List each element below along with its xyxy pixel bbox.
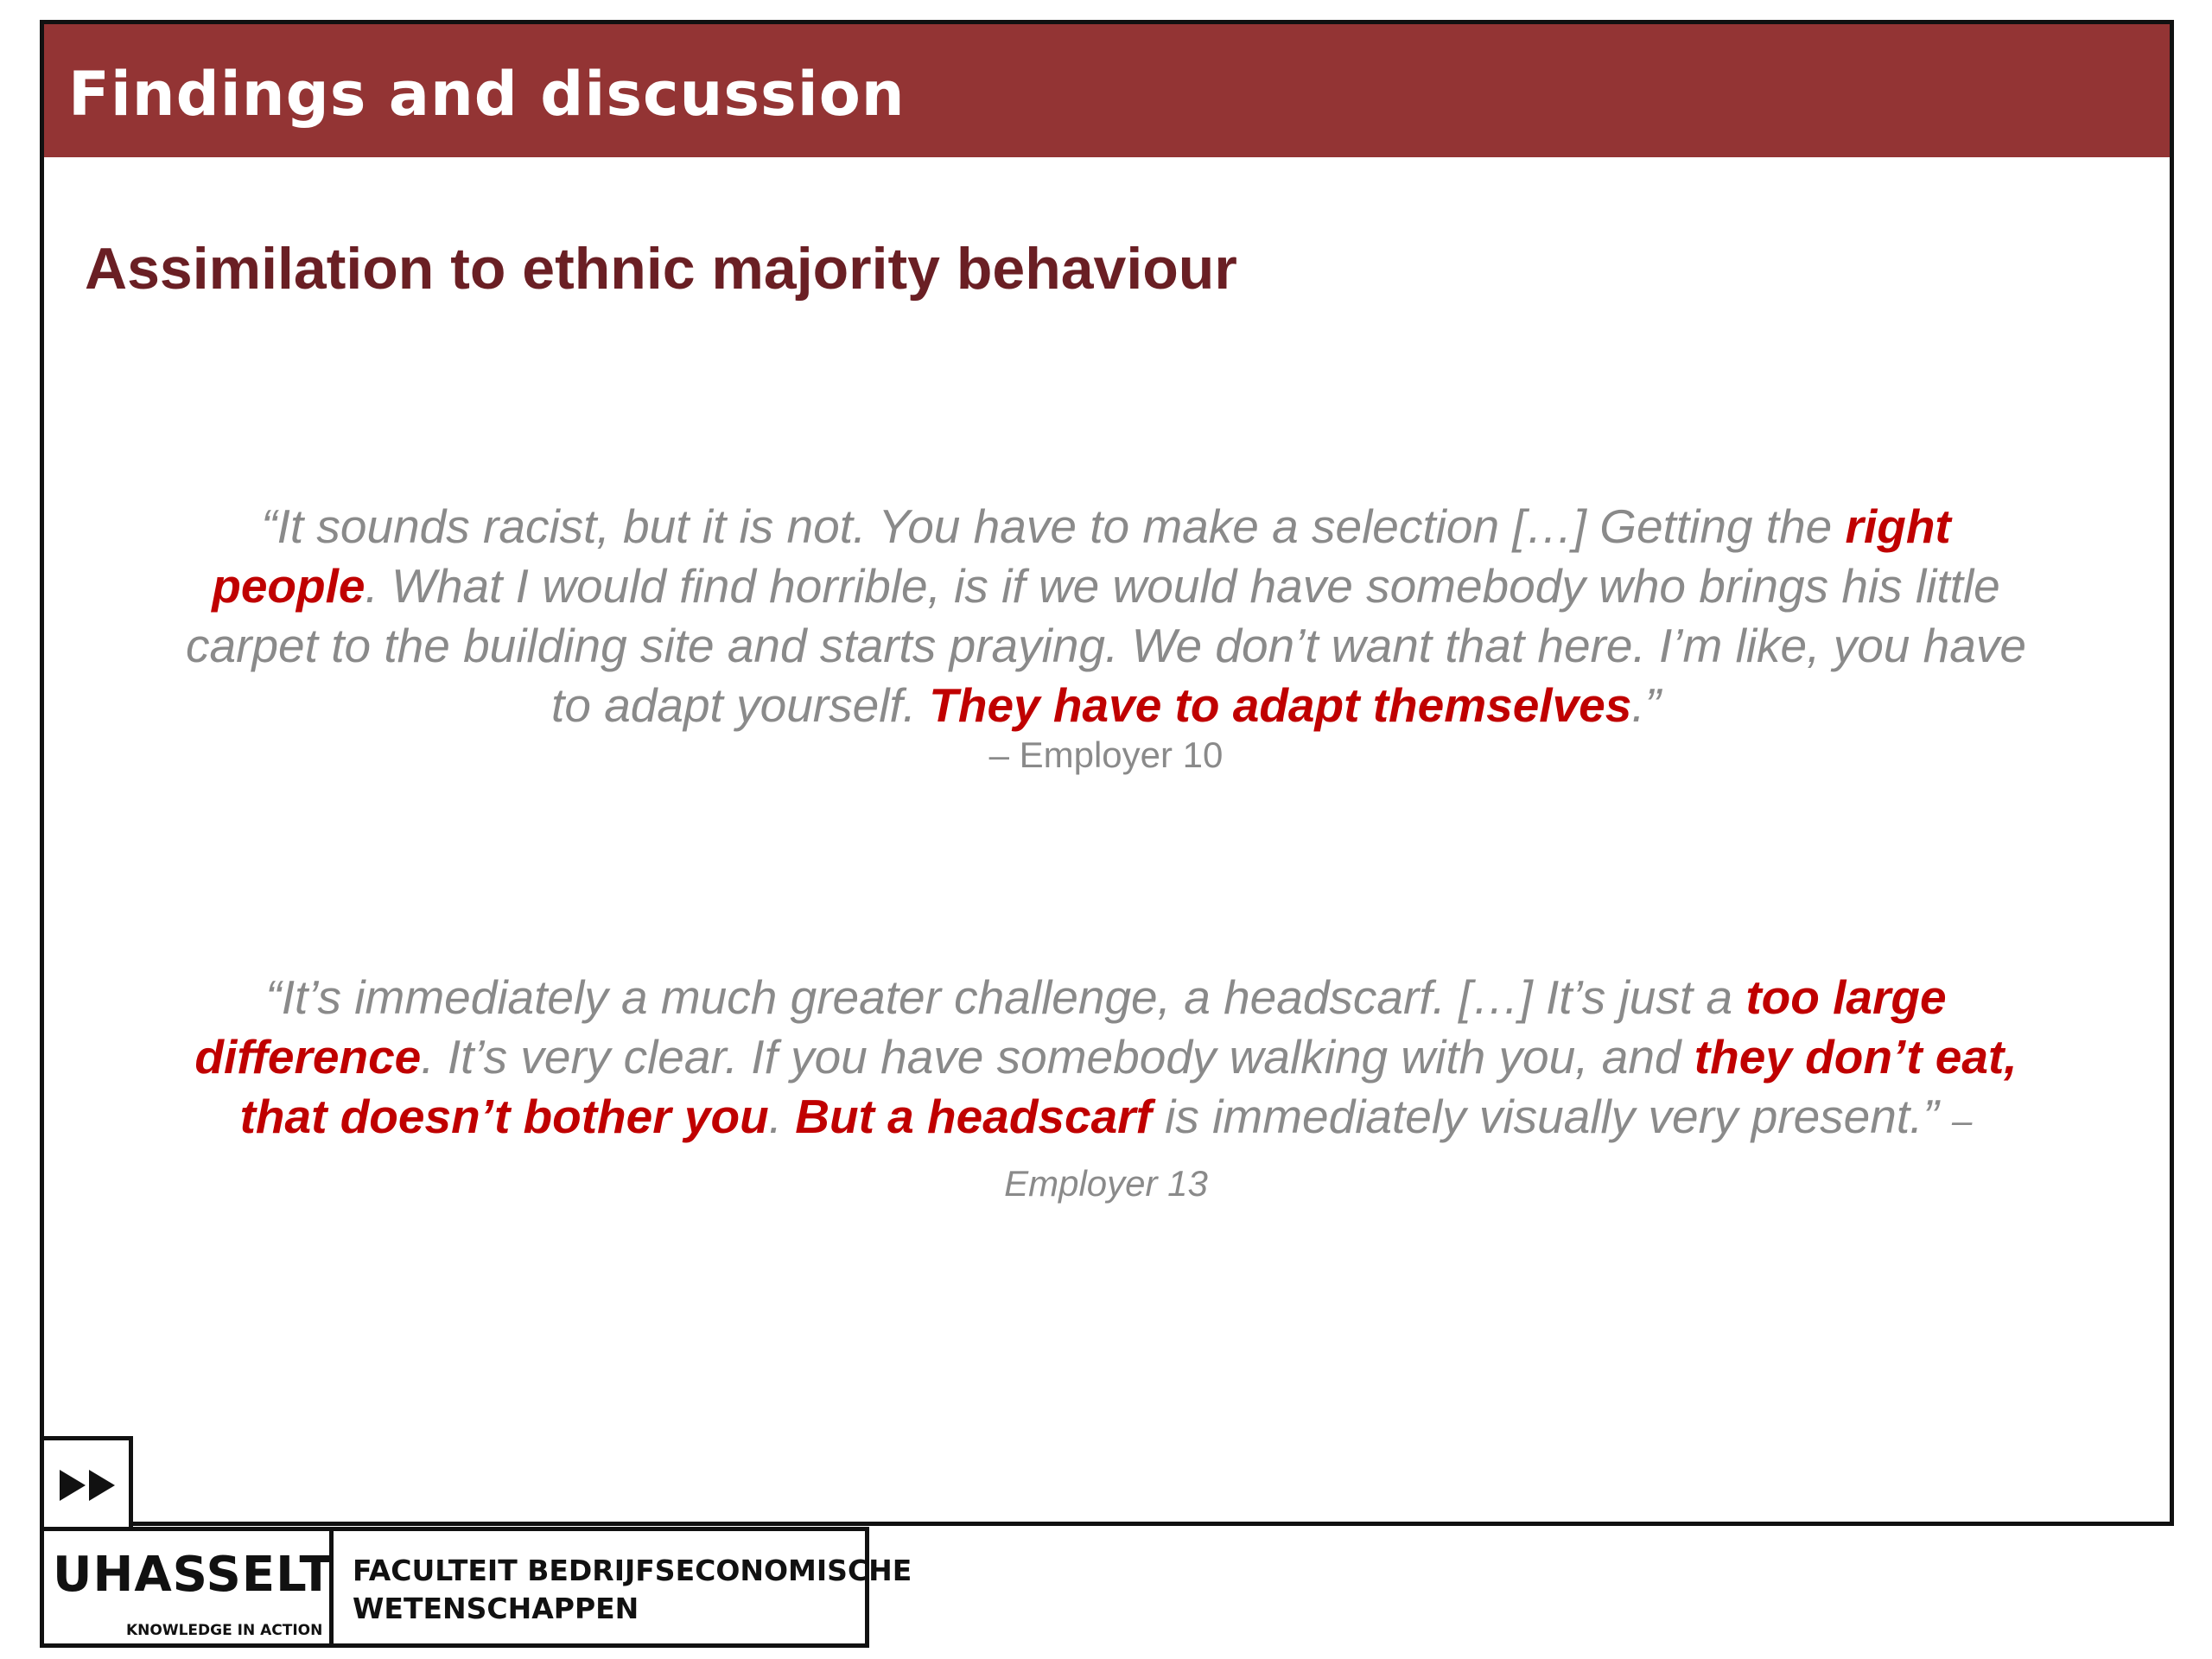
- quote-employer-10: [173, 497, 2039, 735]
- quote-highlight: too large difference: [194, 970, 1947, 1084]
- quote-attribution: – Employer 13: [1004, 1100, 1973, 1204]
- quote-text: “It sounds racist, but it is not. You have to make a selection […] Getting the: [261, 499, 1846, 553]
- quote-highlight: right people: [212, 499, 1951, 613]
- quote-text: .: [768, 1090, 796, 1143]
- quote-text: is immediately visually very present.”: [1151, 1090, 1953, 1143]
- quote-text: . It’s very clear. If you have somebody walking with you, and: [421, 1030, 1694, 1084]
- logo-name: UHASSELT: [53, 1547, 334, 1603]
- fast-forward-icon: [60, 1470, 122, 1501]
- quote-attribution: – Employer 10: [988, 734, 1224, 775]
- faculty-name: [353, 1552, 912, 1628]
- quote-text: .”: [1631, 678, 1661, 732]
- university-logo: [40, 1527, 912, 1648]
- next-slide-button[interactable]: [40, 1436, 133, 1529]
- logo-tagline: KNOWLEDGE IN ACTION: [126, 1622, 323, 1639]
- quote-text: “It’s immediately a much greater challenge, a headscarf. […] It’s just a: [265, 970, 1746, 1024]
- quote-employer-13: [173, 968, 2039, 1213]
- faculty-line-2: WETENSCHAPPEN: [353, 1592, 639, 1625]
- quote-highlight: But a headscarf: [795, 1090, 1152, 1143]
- slide-subtitle: Assimilation to ethnic majority behaviour: [85, 236, 1237, 302]
- quote-text: . What I would find horrible, is if we would have somebody who brings his little carpet to the building site and starts praying. We don’t want that here. I’m like, you have to adapt yourself.: [186, 559, 2026, 732]
- uhasselt-logo-block: [44, 1531, 334, 1643]
- slide-title: Findings and discussion: [68, 59, 906, 130]
- quote-highlight: They have to adapt themselves: [929, 678, 1632, 732]
- faculty-line-1: FACULTEIT BEDRIJFSECONOMISCHE: [353, 1554, 912, 1587]
- quote-highlight: they don’t eat, that doesn’t bother you: [239, 1030, 2018, 1143]
- title-bar: [44, 24, 2170, 157]
